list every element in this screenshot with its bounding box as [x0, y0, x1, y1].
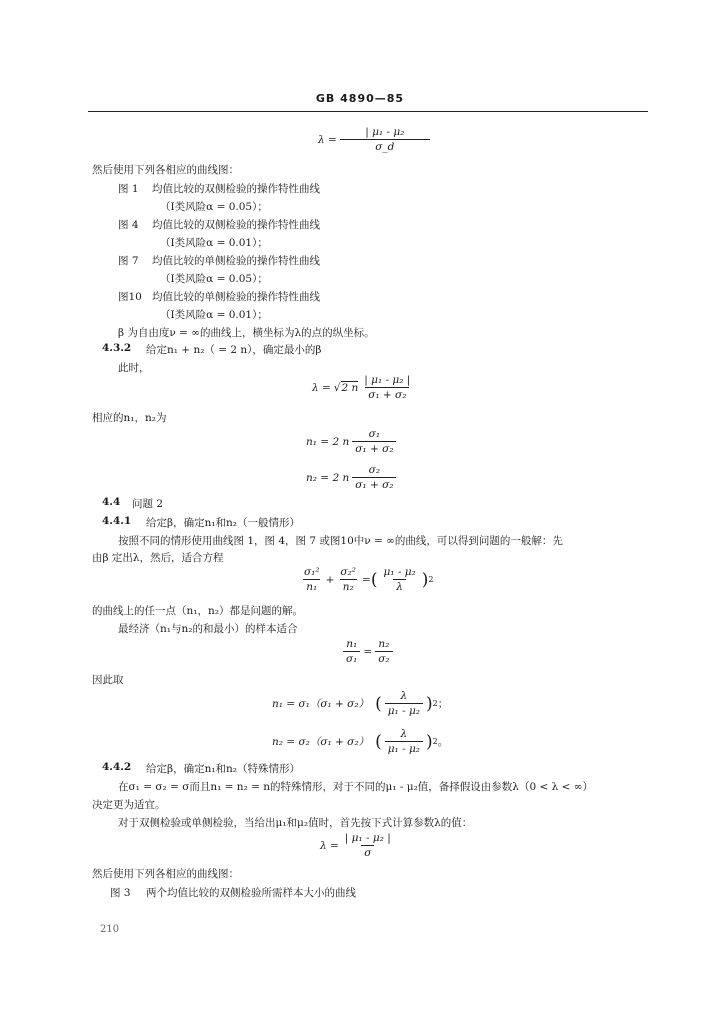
formula-numerator: σ₂² [340, 566, 356, 578]
formula-denominator: μ₁ - μ₂ [385, 741, 423, 755]
formula-n1-optimal [272, 690, 448, 717]
formula-lhs: n₁ = σ₁（σ₁ + σ₂） [272, 698, 370, 710]
fig-label-10: 图10 [118, 291, 142, 303]
paren-right: ) [426, 693, 433, 714]
formula-denominator: σ_d [340, 139, 430, 153]
fig-risk-4: （Ⅰ类风险α = 0.01）； [160, 237, 268, 249]
section-number-4-4-1: 4.4.1 [102, 515, 132, 527]
formula-lambda-sigma [320, 832, 397, 859]
formula-numerator: σ₁ [368, 428, 381, 440]
formula-punctuation: 。 [437, 736, 449, 748]
formula-numerator: λ [400, 728, 408, 740]
paragraph-4-4-2-line2: 决定更为适宜。 [92, 799, 166, 811]
equals-sign: = [363, 645, 373, 658]
paren-left: ( [370, 569, 378, 590]
sqrt-sign: √ [333, 381, 341, 394]
paragraph-use-curves: 然后使用下列各相应的曲线图： [92, 164, 239, 176]
formula-denominator: σ₁ + σ₂ [365, 387, 409, 401]
formula-numerator: μ₁ - μ₂ [383, 566, 416, 578]
formula-n2 [306, 464, 399, 491]
fig-desc-1: 均值比较的双侧检验的操作特性曲线 [152, 183, 320, 195]
formula-lhs: n₂ = σ₂（σ₁ + σ₂） [272, 736, 370, 748]
fig-risk-7: （Ⅰ类风险α = 0.05）； [160, 273, 268, 285]
formula-denominator: σ₁ + σ₂ [352, 441, 396, 455]
formula-lhs: n₁ = 2 n [306, 435, 350, 448]
paragraph-4-4-1-line1: 按照不同的情形使用曲线图 1，图 4，图 7 或图10中ν = ∞的曲线，可以得到问题的一般解：先 [118, 535, 563, 547]
formula-lambda-d [318, 126, 433, 153]
fig-label-7: 图 7 [118, 255, 139, 267]
section-title-4-4-1: 给定β，确定n₁和n₂（一般情形） [146, 517, 301, 529]
formula-lhs: λ = [318, 133, 337, 146]
formula-denominator: λ [393, 579, 406, 593]
formula-numerator: n₂ [378, 638, 390, 650]
fig-desc-10: 均值比较的单侧检验的操作特性曲线 [152, 291, 320, 303]
sqrt-radicand: 2 n [341, 382, 359, 394]
paragraph-4-4-2-line1: 在σ₁ = σ₂ = σ而且n₁ = n₂ = n的特殊情形，对于不同的μ₁ - μ₂值，备择假设由参数λ（0 < λ < ∞） [118, 781, 593, 793]
exponent: 2 [432, 737, 438, 746]
fig-risk-1: （Ⅰ类风险α = 0.05）； [160, 201, 268, 213]
formula-n1 [306, 428, 399, 455]
header-rule [88, 111, 648, 112]
formula-n2-optimal [272, 728, 448, 755]
formula-numerator: | μ₁ - μ₂ | [344, 832, 391, 844]
equals-sign: = [362, 573, 371, 586]
paren-left: ( [375, 693, 382, 714]
paragraph-4-4-1-line2: 由β 定出λ，然后，适合方程 [92, 552, 224, 564]
formula-denominator: n₁ [303, 579, 320, 593]
paragraph-beta: β 为自由度ν = ∞的曲线上，横坐标为λ的点的纵坐标。 [118, 327, 375, 339]
exponent: 2 [432, 699, 438, 708]
formula-numerator: | μ₁ - μ₂ [365, 126, 405, 138]
paragraph-most-economical: 最经济（n₁与n₂的和最小）的样本适合 [118, 623, 298, 635]
section-number-4-4: 4.4 [102, 496, 121, 508]
paren-left: ( [375, 731, 382, 752]
formula-numerator: σ₂ [368, 464, 381, 476]
formula-denominator: σ [361, 845, 374, 859]
section-number-4-4-2: 4.4.2 [102, 761, 132, 773]
fig-label-4: 图 4 [118, 219, 139, 231]
paren-right: ) [421, 569, 429, 590]
fig-desc-3: 两个均值比较的双侧检验所需样本大小的曲线 [146, 887, 356, 899]
fig-desc-7: 均值比较的单侧检验的操作特性曲线 [152, 255, 320, 267]
formula-lhs: λ = [320, 839, 339, 852]
formula-denominator: σ₁ [343, 651, 360, 665]
fig-risk-10: （Ⅰ类风险α = 0.01）； [160, 309, 268, 321]
paren-right: ) [426, 731, 433, 752]
formula-lhs: λ = [312, 381, 331, 394]
page-number: 210 [100, 924, 120, 935]
formula-numerator: σ₁² [304, 566, 320, 578]
formula-denominator: μ₁ - μ₂ [385, 703, 423, 717]
section-number-4-3-2: 4.3.2 [102, 342, 132, 354]
formula-curve-equation [298, 566, 433, 593]
paragraph-ci: 此时， [118, 362, 150, 374]
formula-economic-ratio [340, 638, 396, 665]
fig-label-1: 图 1 [118, 183, 139, 195]
paragraph-hence: 因此取 [92, 674, 124, 686]
formula-lhs: n₂ = 2 n [306, 471, 350, 484]
paragraph-use-curves-2: 然后使用下列各相应的曲线图： [92, 868, 239, 880]
formula-punctuation: ； [437, 698, 449, 710]
exponent: 2 [428, 575, 434, 584]
fig-desc-4: 均值比较的双侧检验的操作特性曲线 [152, 219, 320, 231]
formula-denominator: n₂ [340, 579, 357, 593]
fig-label-3: 图 3 [110, 887, 131, 899]
paragraph-any-point: 的曲线上的任一点（n₁，n₂）都是问题的解。 [92, 605, 303, 617]
paragraph-4-4-2-line3: 对于双侧检验或单侧检验，当给出μ₁和μ₂值时，首先按下式计算参数λ的值： [118, 817, 473, 829]
section-title-4-3-2: 给定n₁ + n₂（ = 2 n），确定最小的β [146, 344, 322, 356]
section-title-4-4-2: 给定β，确定n₁和n₂（特殊情形） [146, 763, 301, 775]
paragraph-corresponding: 相应的n₁，n₂为 [92, 412, 167, 424]
formula-numerator: | μ₁ - μ₂ | [364, 374, 411, 386]
formula-denominator: σ₁ + σ₂ [352, 477, 396, 491]
formula-numerator: λ [400, 690, 408, 702]
section-title-4-4: 问题 2 [132, 498, 164, 510]
formula-lambda-sqrt [312, 374, 416, 401]
formula-denominator: σ₂ [375, 651, 392, 665]
plus-sign: + [325, 573, 335, 586]
page-header: GB 4890—85 [315, 92, 405, 105]
formula-numerator: n₁ [346, 638, 358, 650]
